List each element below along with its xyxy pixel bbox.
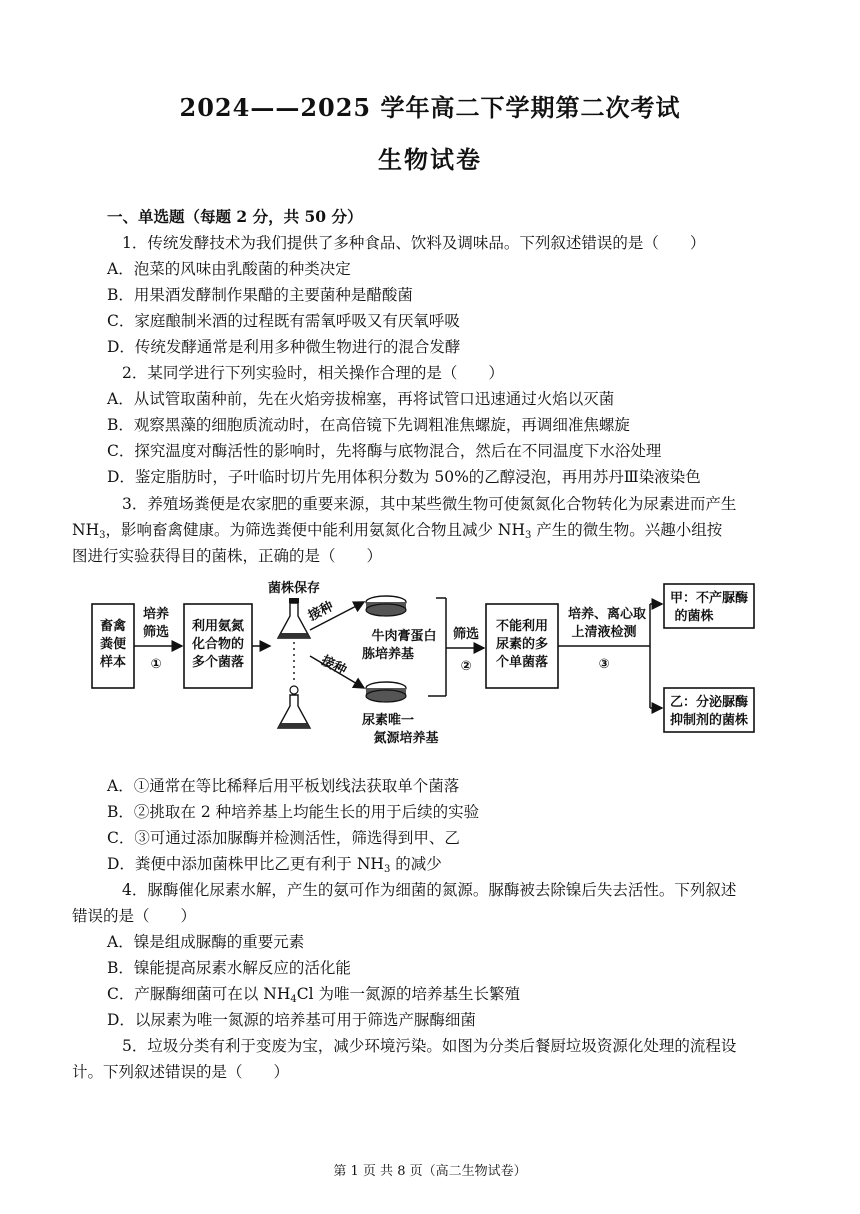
flask-icon-top [278, 598, 310, 638]
single-text-3: 个单菌落 [495, 655, 549, 670]
petri-dish-icon-2 [366, 682, 406, 702]
experiment-flow-diagram [88, 578, 788, 760]
q2-stem: 2．某同学进行下列实验时，相关操作合理的是（ ） [122, 364, 504, 382]
exam-subtitle: 生物试卷 [378, 145, 482, 174]
q3-stem-line2: $NH_3$，影响畜禽健康。为筛选粪便中能利用氨氮化合物且减少 $NH_3$ 产生的微生物。兴趣小组按 [72, 521, 723, 541]
result2-text-1: 乙：分泌脲酶 [669, 695, 749, 710]
q3-stem-line3: 图进行实验获得目的菌株，正确的是（ ） [72, 547, 383, 565]
page-footer: 第 1 页 共 8 页（高二生物试卷） [333, 1164, 527, 1179]
inoculate-2-text: 接种 [318, 653, 349, 679]
medium1-text-1: 牛肉膏蛋白 [371, 629, 437, 644]
q4-stem-line1: 4．脲酶催化尿素水解，产生的氨可作为细菌的氮源。脲酶被去除镍后失去活性。下列叙述 [122, 881, 737, 899]
result1-text-2: 的菌株 [674, 609, 714, 624]
q4-stem-line2: 错误的是（ ） [72, 907, 197, 925]
q3-option-d: D．粪便中添加菌株甲比乙更有利于 $NH_3$ 的减少 [107, 855, 442, 875]
q3-stem-line1: 3．养殖场粪便是农家肥的重要来源，其中某些微生物可使氮氮化合物转化为尿素进而产生 [122, 495, 737, 513]
inoculate-1-text: 接种 [306, 599, 337, 625]
q3-option-b: B．②挑取在 2 种培养基上均能生长的用于后续的实验 [107, 803, 480, 821]
step3-text-2: 上清液检测 [571, 625, 637, 640]
medium2-text-1: 尿素唯一 [361, 713, 415, 728]
q2-option-a: A．从试管取菌种前，先在火焰旁拔棉塞，再将试管口迅速通过火焰以灭菌 [107, 390, 615, 408]
step3-text-3: ③ [598, 657, 610, 672]
result1-text-1: 甲：不产脲酶 [669, 591, 749, 606]
petri-dish-icon-1 [366, 596, 406, 616]
q1-option-c: C．家庭酿制米酒的过程既有需氧呼吸又有厌氧呼吸 [107, 312, 460, 330]
exam-title: 2024——2025 学年高二下学期第二次考试 [179, 93, 681, 122]
q4-option-d: D．以尿素为唯一氮源的培养基可用于筛选产脲酶细菌 [107, 1011, 476, 1029]
q4-option-b: B．镍能提高尿素水解反应的活化能 [107, 959, 351, 977]
q5-stem-line2: 计。下列叙述错误的是（ ） [72, 1063, 290, 1081]
sample-box-text-2: 粪便 [99, 637, 127, 652]
flask-icon-bottom [278, 686, 310, 728]
colonies-text-1: 利用氨氮 [191, 619, 245, 634]
step2-text-2: ② [460, 659, 472, 674]
q1-option-d: D．传统发酵通常是利用多种微生物进行的混合发酵 [107, 338, 461, 356]
q5-stem-line1: 5．垃圾分类有利于变废为宝，减少环境污染。如图为分类后餐厨垃圾资源化处理的流程设 [122, 1037, 737, 1055]
save-label: 菌株保存 [267, 581, 321, 596]
q1-stem: 1．传统发酵技术为我们提供了多种食品、饮料及调味品。下列叙述错误的是（ ） [122, 234, 706, 252]
colonies-text-2: 化合物的 [191, 637, 245, 652]
result2-text-2: 抑制剂的菌株 [669, 713, 749, 728]
single-text-1: 不能利用 [495, 619, 549, 634]
medium2-text-2: 氮源培养基 [373, 731, 439, 746]
q2-option-c: C．探究温度对酶活性的影响时，先将酶与底物混合，然后在不同温度下水浴处理 [107, 442, 662, 460]
q1-option-b: B．用果酒发酵制作果醋的主要菌种是醋酸菌 [107, 286, 413, 304]
q2-option-b: B．观察黑藻的细胞质流动时，在高倍镜下先调粗准焦螺旋，再调细准焦螺旋 [107, 416, 630, 434]
section-heading: 一、单选题（每题 2 分，共 50 分） [107, 207, 363, 226]
q4-option-a: A．镍是组成脲酶的重要元素 [107, 933, 305, 951]
q4-option-c: C．产脲酶细菌可在以 $NH_4Cl$ 为唯一氮源的培养基生长繁殖 [107, 985, 520, 1005]
step1-text-1: 培养 [142, 607, 170, 622]
q1-option-a: A．泡菜的风味由乳酸菌的种类决定 [107, 260, 351, 278]
single-text-2: 尿素的多 [495, 637, 549, 652]
step1-text-3: ① [150, 657, 162, 672]
step1-text-2: 筛选 [142, 625, 170, 640]
colonies-text-3: 多个菌落 [191, 655, 245, 670]
medium1-text-2: 胨培养基 [361, 647, 415, 662]
q2-option-d: D．鉴定脂肪时，子叶临时切片先用体积分数为 50%的乙醇浸泡，再用苏丹Ⅲ染液染色 [107, 468, 701, 486]
step2-text-1: 筛选 [452, 627, 480, 642]
step3-text-1: 培养、离心取 [567, 607, 647, 622]
q3-option-a: A．①通常在等比稀释后用平板划线法获取单个菌落 [107, 777, 460, 795]
sample-box-text-3: 样本 [99, 655, 127, 670]
q3-option-c: C．③可通过添加脲酶并检测活性，筛选得到甲、乙 [107, 829, 460, 847]
sample-box-text-1: 畜禽 [99, 619, 127, 634]
